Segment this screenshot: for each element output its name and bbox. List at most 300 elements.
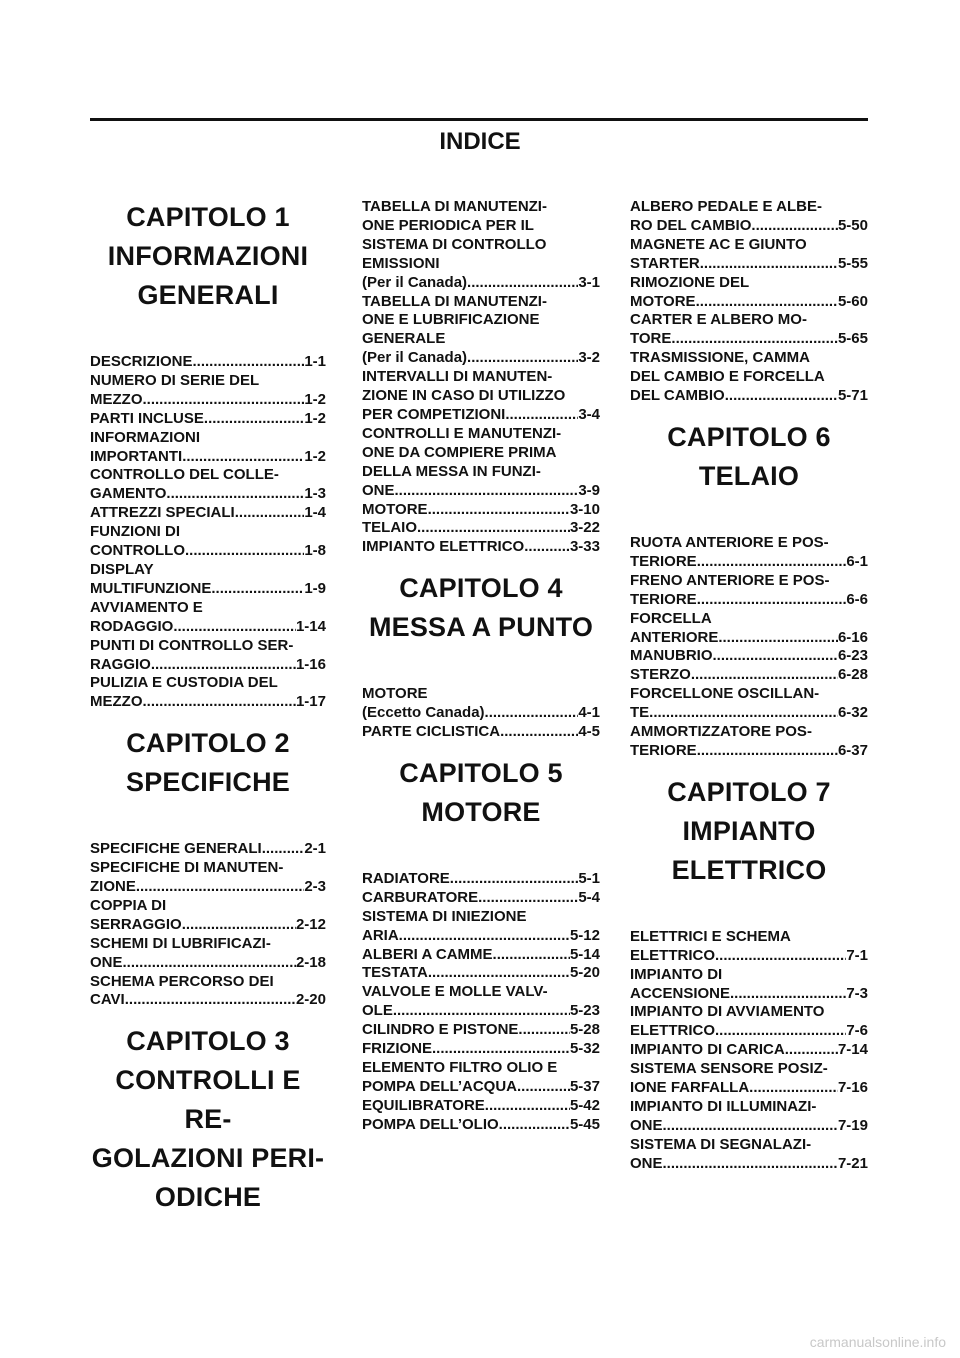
dot-leader — [730, 985, 846, 1004]
dot-leader — [715, 1022, 846, 1041]
toc-entry-text: ANTERIORE — [630, 628, 719, 646]
toc-entry[interactable] — [362, 908, 600, 946]
toc-entry-text: STARTER — [630, 254, 700, 272]
dot-leader — [125, 991, 296, 1010]
toc-entry-text: MOTORE — [630, 292, 696, 310]
toc-entry-text: TORE — [630, 330, 672, 348]
chapter-heading — [90, 198, 326, 315]
dot-leader — [663, 1155, 838, 1174]
toc-entry[interactable] — [90, 973, 326, 1011]
toc-page-number: 1-2 — [304, 390, 326, 408]
toc-entry-text: RADIATORE — [362, 869, 450, 887]
dot-leader — [235, 504, 305, 523]
toc-entry[interactable] — [362, 425, 600, 501]
toc-entry[interactable] — [630, 610, 868, 648]
footer-watermark: carmanualsonline.info — [809, 1334, 946, 1350]
toc-page-number: 5-42 — [569, 1096, 600, 1114]
toc-entry-last-line — [630, 591, 868, 610]
dot-leader — [663, 1117, 838, 1136]
toc-entry[interactable] — [362, 889, 600, 908]
toc-page-number: 7-21 — [837, 1154, 868, 1172]
toc-entry-text: ONE DA COMPIERE PRIMA — [362, 443, 557, 461]
toc-entry-text: ARIA — [362, 926, 399, 944]
toc-entry-last-line — [90, 840, 326, 859]
toc-page-number: 1-8 — [304, 542, 326, 560]
dot-leader — [517, 1078, 570, 1097]
dot-leader — [393, 1002, 570, 1021]
dot-leader — [428, 964, 570, 983]
toc-entry-text: RO DEL CAMBIO — [630, 216, 752, 234]
toc-entry-text: GAMENTO — [90, 485, 167, 503]
dot-leader — [649, 704, 838, 723]
toc-page-number: 3-10 — [569, 500, 600, 518]
toc-entry-text: ONE — [630, 1116, 663, 1134]
chapter-heading-line: CAPITOLO 5 — [399, 757, 563, 788]
toc-page-number: 5-12 — [569, 926, 600, 944]
toc-entry-last-line — [630, 704, 868, 723]
toc-entry-last-line — [362, 723, 600, 742]
toc-entry-last-line — [90, 656, 326, 675]
toc-entry[interactable] — [362, 368, 600, 425]
chapter-heading-line: ELETTRICO — [671, 854, 827, 885]
toc-entry[interactable] — [90, 935, 326, 973]
toc-entry-last-line — [630, 255, 868, 274]
toc-entry[interactable] — [362, 946, 600, 965]
toc-entry[interactable] — [630, 274, 868, 312]
toc-page-number: 4-1 — [578, 704, 600, 722]
toc-entry-text: ONE — [362, 481, 395, 499]
toc-entry-text: FORCELLONE OSCILLAN- — [630, 685, 820, 703]
chapter-heading-line: IMPIANTO — [682, 815, 816, 846]
toc-page-number: 5-65 — [837, 330, 868, 348]
dot-leader — [173, 618, 296, 637]
toc-entry-text: CONTROLLO — [90, 542, 185, 560]
toc-page-number: 3-1 — [578, 273, 600, 291]
dot-leader — [399, 927, 570, 946]
toc-entry-text: EMISSIONI — [362, 254, 440, 272]
toc-entry-text: TERIORE — [630, 590, 697, 608]
toc-entry-text: IMPIANTO DI ILLUMINAZI- — [630, 1098, 817, 1115]
dot-leader — [749, 1079, 838, 1098]
toc-entry[interactable] — [630, 928, 868, 966]
toc-entry-last-line — [362, 1078, 600, 1097]
toc-page-number: 3-22 — [569, 519, 600, 537]
toc-page-number: 5-60 — [837, 292, 868, 310]
toc-entry-text: IMPORTANTI — [90, 447, 183, 465]
toc-page-number: 5-55 — [837, 254, 868, 272]
chapter-heading-line: INFORMAZIONI — [107, 241, 309, 271]
toc-entry-text: ELEMENTO FILTRO OLIO E — [362, 1059, 558, 1076]
toc-entry[interactable] — [630, 966, 868, 1004]
toc-entry-text: CONTROLLO DEL COLLE- — [90, 466, 279, 484]
dot-leader — [691, 666, 838, 685]
dot-leader — [166, 485, 304, 504]
toc-entry-last-line — [362, 1116, 600, 1135]
toc-entry-text: TE — [630, 704, 650, 722]
page-title: INDICE — [439, 128, 521, 155]
toc-entry[interactable] — [90, 897, 326, 935]
chapter-heading-line: CAPITOLO 1 — [126, 202, 290, 232]
toc-entry-last-line — [630, 1022, 868, 1041]
dot-leader — [697, 553, 847, 572]
toc-entry-last-line — [630, 553, 868, 572]
dot-leader — [718, 629, 838, 648]
toc-entry-last-line — [90, 542, 326, 561]
toc-entry[interactable] — [630, 666, 868, 685]
toc-entry-text: PARTI INCLUSE — [90, 409, 204, 427]
toc-entry-last-line — [630, 1041, 868, 1060]
toc-entry-text: TELAIO — [362, 519, 417, 537]
toc-entry[interactable] — [90, 599, 326, 637]
toc-entry-text: ELETTRICO — [630, 1022, 715, 1040]
toc-entry-last-line — [90, 618, 326, 637]
toc-entry-last-line — [90, 693, 326, 712]
chapter-heading — [630, 773, 868, 890]
toc-entry-text: IMPIANTO ELETTRICO — [362, 538, 525, 556]
toc-entry[interactable] — [90, 429, 326, 467]
toc-page-number: 1-2 — [304, 447, 326, 465]
dot-leader — [518, 1021, 570, 1040]
dot-leader — [204, 410, 304, 429]
toc-page-number: 5-23 — [569, 1002, 600, 1020]
toc-entry-text: DELLA MESSA IN FUNZI- — [362, 462, 541, 480]
toc-entry-text: SCHEMI DI LUBRIFICAZI- — [90, 934, 271, 952]
toc-page-number: 2-12 — [295, 915, 326, 933]
toc-page-number: 6-16 — [837, 628, 868, 646]
toc-entry[interactable] — [362, 293, 600, 369]
chapter-heading — [362, 569, 600, 647]
toc-entry-last-line — [362, 946, 600, 965]
toc-entry[interactable] — [362, 870, 600, 889]
toc-entry[interactable] — [90, 523, 326, 561]
toc-page-number: 6-1 — [846, 552, 868, 570]
toc-entry-text: DEL CAMBIO E FORCELLA — [630, 368, 825, 386]
toc-entry-text: ALBERI A CAMME — [362, 945, 493, 963]
toc-entry[interactable] — [362, 198, 600, 293]
toc-entry[interactable] — [362, 538, 600, 557]
dot-leader — [193, 353, 305, 372]
toc-entry-text: VALVOLE E MOLLE VALV- — [362, 983, 548, 1001]
toc-entry-text: IMPIANTO DI AVVIAMENTO — [630, 1003, 825, 1021]
toc-entry-last-line — [90, 391, 326, 410]
dot-leader — [493, 946, 570, 965]
toc-entry-text: SISTEMA DI SEGNALAZI- — [630, 1135, 812, 1153]
toc-entry-text: SISTEMA SENSORE POSIZ- — [630, 1060, 828, 1078]
toc-entry-text: INFORMAZIONI — [90, 428, 200, 446]
toc-page-number: 2-20 — [295, 991, 326, 1009]
toc-entry-text: INTERVALLI DI MANUTEN- — [362, 368, 553, 386]
toc-entry-last-line — [630, 629, 868, 648]
chapter-heading — [90, 724, 326, 802]
toc-page-number: 5-37 — [569, 1077, 600, 1095]
toc-entry[interactable] — [630, 534, 868, 572]
toc-entry-last-line — [630, 985, 868, 1004]
dot-leader — [123, 954, 296, 973]
toc-page-number: 1-9 — [304, 579, 326, 597]
dot-leader — [697, 742, 838, 761]
toc-entry-text: FUNZIONI DI — [90, 523, 180, 541]
toc-entry-text: ELETTRICO — [630, 946, 715, 964]
column-1 — [90, 198, 326, 1255]
toc-page-number: 6-28 — [837, 666, 868, 684]
toc-entry-last-line — [630, 742, 868, 761]
toc-entry-text: SCHEMA PERCORSO DEI — [90, 972, 274, 990]
toc-entry[interactable] — [630, 723, 868, 761]
toc-entry[interactable] — [362, 1040, 600, 1059]
toc-entry-last-line — [362, 482, 600, 501]
toc-entry-last-line — [630, 330, 868, 349]
toc-entry-text: TERIORE — [630, 552, 697, 570]
toc-page-number: 1-3 — [304, 485, 326, 503]
toc-page-number: 6-37 — [837, 741, 868, 759]
toc-page-number: 2-1 — [304, 840, 326, 858]
dot-leader — [671, 330, 838, 349]
dot-leader — [143, 693, 296, 712]
toc-entry-text: PULIZIA E CUSTODIA DEL — [90, 674, 278, 692]
toc-page-number: 7-16 — [837, 1079, 868, 1097]
toc-page-number: 5-20 — [569, 964, 600, 982]
toc-page-number: 2-3 — [304, 878, 326, 896]
toc-entry[interactable] — [90, 637, 326, 675]
toc-entry-last-line — [362, 1097, 600, 1116]
chapter-heading-line: CONTROLLI E RE- — [115, 1065, 301, 1135]
toc-page-number: 6-6 — [846, 590, 868, 608]
toc-entry-text: POMPA DELL’ACQUA — [362, 1077, 518, 1095]
dot-leader — [417, 519, 570, 538]
column-2 — [362, 198, 600, 1135]
toc-entry-last-line — [362, 349, 600, 368]
toc-entry-last-line — [362, 1002, 600, 1021]
toc-page-number: 1-4 — [304, 504, 326, 522]
dot-leader — [485, 704, 579, 723]
toc-entry-text: ACCENSIONE — [630, 984, 731, 1002]
dot-leader — [725, 387, 838, 406]
toc-entry-last-line — [362, 519, 600, 538]
chapter-heading — [630, 418, 868, 496]
toc-entry[interactable] — [90, 561, 326, 599]
toc-entry[interactable] — [630, 647, 868, 666]
toc-entry-text: SISTEMA DI CONTROLLO — [362, 235, 547, 253]
toc-page-number: 5-32 — [569, 1040, 600, 1058]
toc-entry-last-line — [90, 991, 326, 1010]
toc-entry-last-line — [362, 870, 600, 889]
column-3 — [630, 198, 868, 1174]
toc-entry-text: (Eccetto Canada) — [362, 704, 485, 722]
toc-page-number: 5-14 — [569, 945, 600, 963]
toc-entry-last-line — [362, 406, 600, 425]
toc-entry-text: RODAGGIO — [90, 617, 174, 635]
toc-entry[interactable] — [90, 674, 326, 712]
toc-entry-last-line — [362, 538, 600, 557]
dot-leader — [182, 448, 304, 467]
toc-page-number: 5-1 — [578, 869, 600, 887]
toc-entry[interactable] — [362, 964, 600, 983]
toc-entry[interactable] — [630, 1003, 868, 1041]
toc-entry[interactable] — [362, 1021, 600, 1040]
toc-page-number: 3-4 — [578, 405, 600, 423]
toc-entry[interactable] — [90, 353, 326, 372]
toc-entry[interactable] — [630, 236, 868, 274]
toc-entry-text: FRIZIONE — [362, 1040, 432, 1058]
toc-entry-text: MANUBRIO — [630, 647, 713, 665]
toc-entry-text: (Per il Canada) — [362, 349, 468, 367]
toc-entry-last-line — [630, 1079, 868, 1098]
toc-page-number: 5-28 — [569, 1021, 600, 1039]
chapter-heading — [90, 1022, 326, 1217]
dot-leader — [713, 647, 838, 666]
toc-entry[interactable] — [362, 983, 600, 1021]
toc-entry-last-line — [630, 293, 868, 312]
toc-entry[interactable] — [630, 1098, 868, 1136]
toc-page-number: 3-2 — [578, 349, 600, 367]
toc-entry-last-line — [362, 501, 600, 520]
toc-entry-text: CILINDRO E PISTONE — [362, 1021, 519, 1039]
toc-entry-last-line — [630, 1117, 868, 1136]
toc-entry[interactable] — [630, 349, 868, 406]
toc-page-number: 1-2 — [304, 409, 326, 427]
toc-entry-last-line — [90, 353, 326, 372]
chapter-heading-line: SPECIFICHE — [125, 767, 291, 798]
toc-entry[interactable] — [90, 410, 326, 429]
toc-entry-text: ZIONE — [90, 878, 136, 896]
toc-page-number: 5-71 — [837, 387, 868, 405]
toc-entry-text: STERZO — [630, 666, 691, 684]
toc-entry[interactable] — [630, 1136, 868, 1174]
toc-entry[interactable] — [362, 1116, 600, 1135]
toc-entry-last-line — [630, 647, 868, 666]
toc-entry[interactable] — [90, 372, 326, 410]
chapter-heading-line: CAPITOLO 2 — [126, 728, 290, 759]
toc-entry-text: IMPIANTO DI CARICA — [630, 1041, 785, 1059]
toc-entry-text: RUOTA ANTERIORE E POS- — [630, 533, 829, 551]
toc-entry-last-line — [90, 878, 326, 897]
toc-page-number: 7-19 — [837, 1116, 868, 1134]
toc-entry-text: SPECIFICHE GENERALI — [90, 840, 262, 858]
dot-leader — [262, 840, 305, 859]
toc-entry-text: MEZZO — [90, 693, 143, 711]
chapter-heading-line: ODICHE — [154, 1182, 262, 1213]
toc-entry[interactable] — [630, 572, 868, 610]
toc-entry-text: ELETTRICI E SCHEMA — [630, 927, 791, 945]
toc-entry-text: ATTREZZI SPECIALI — [90, 504, 235, 522]
toc-entry[interactable] — [90, 840, 326, 859]
toc-page-number: 5-50 — [837, 216, 868, 234]
toc-entry[interactable] — [90, 504, 326, 523]
dot-leader — [785, 1041, 838, 1060]
toc-entry-text: DISPLAY — [90, 560, 154, 578]
dot-leader — [450, 870, 579, 889]
toc-entry-text: NUMERO DI SERIE DEL — [90, 371, 260, 389]
toc-entry-text: CARBURATORE — [362, 888, 479, 906]
toc-entry-last-line — [362, 274, 600, 293]
dot-leader — [143, 391, 305, 410]
dot-leader — [428, 501, 570, 520]
toc-entry-text: MOTORE — [362, 685, 428, 703]
dot-leader — [524, 538, 570, 557]
toc-page-number: 6-23 — [837, 647, 868, 665]
toc-entry[interactable] — [362, 519, 600, 538]
toc-entry-text: ONE PERIODICA PER IL — [362, 216, 534, 234]
chapter-heading-line: CAPITOLO 7 — [667, 776, 831, 807]
dot-leader — [395, 482, 579, 501]
chapter-heading-line: GENERALI — [137, 280, 279, 310]
toc-entry-text: FORCELLA — [630, 609, 712, 627]
toc-entry[interactable] — [630, 1041, 868, 1060]
toc-entry-text: TRASMISSIONE, CAMMA — [630, 349, 810, 367]
toc-entry-last-line — [90, 485, 326, 504]
toc-entry-text: ONE — [90, 953, 123, 971]
toc-entry[interactable] — [630, 198, 868, 236]
toc-entry-text: MULTIFUNZIONE — [90, 579, 212, 597]
toc-entry-text: AMMORTIZZATORE POS- — [630, 723, 812, 741]
toc-entry[interactable] — [362, 1059, 600, 1097]
toc-page-number: 7-1 — [846, 946, 868, 964]
toc-entry-text: IONE FARFALLA — [630, 1079, 750, 1097]
chapter-heading-line: TELAIO — [698, 460, 800, 491]
toc-page-number: 3-33 — [569, 538, 600, 556]
toc-entry-text: TESTATA — [362, 964, 428, 982]
toc-entry-text: DESCRIZIONE — [90, 353, 193, 370]
chapter-heading-line: MESSA A PUNTO — [368, 612, 594, 643]
toc-page-number: 5-45 — [569, 1115, 600, 1133]
toc-entry[interactable] — [362, 501, 600, 520]
dot-leader — [505, 406, 578, 425]
toc-page-number: 7-14 — [837, 1041, 868, 1059]
toc-entry[interactable] — [362, 723, 600, 742]
toc-entry-last-line — [90, 954, 326, 973]
toc-entry-last-line — [362, 927, 600, 946]
chapter-heading — [362, 754, 600, 832]
toc-entry-text: OLE — [362, 1002, 393, 1020]
toc-page-number: 7-6 — [846, 1022, 868, 1040]
toc-entry-text: POMPA DELL’OLIO — [362, 1115, 499, 1133]
dot-leader — [182, 916, 296, 935]
toc-page-number: 4-5 — [578, 723, 600, 741]
chapter-heading-line: CAPITOLO 4 — [399, 573, 563, 604]
toc-entry-text: SPECIFICHE DI MANUTEN- — [90, 859, 284, 877]
toc-entry-text: AVVIAMENTO E — [90, 598, 203, 616]
toc-page-number: 1-14 — [295, 617, 326, 635]
toc-page-number: 1-1 — [304, 353, 326, 370]
toc-entry[interactable] — [362, 1097, 600, 1116]
chapter-heading-line: CAPITOLO 3 — [126, 1026, 290, 1057]
dot-leader — [211, 580, 304, 599]
toc-entry-last-line — [90, 504, 326, 523]
toc-entry-text: TABELLA DI MANUTENZI- — [362, 292, 547, 310]
chapter-heading-line: CAPITOLO 6 — [667, 421, 831, 452]
dot-leader — [136, 878, 304, 897]
toc-entry-text: FRENO ANTERIORE E POS- — [630, 571, 830, 589]
toc-entry[interactable] — [630, 685, 868, 723]
toc-entry[interactable] — [90, 859, 326, 897]
toc-entry-text: ALBERO PEDALE E ALBE- — [630, 198, 822, 215]
dot-leader — [151, 656, 296, 675]
toc-entry-text: MEZZO — [90, 390, 143, 408]
toc-entry[interactable] — [630, 311, 868, 349]
toc-entry-last-line — [362, 889, 600, 908]
toc-entry-text: SISTEMA DI INIEZIONE — [362, 907, 527, 925]
toc-entry-last-line — [630, 217, 868, 236]
toc-page-number: 1-17 — [295, 693, 326, 711]
dot-leader — [715, 947, 846, 966]
toc-entry-last-line — [90, 448, 326, 467]
toc-entry[interactable] — [630, 1060, 868, 1098]
toc-entry-last-line — [362, 1040, 600, 1059]
toc-entry-text: CARTER E ALBERO MO- — [630, 311, 807, 329]
toc-entry[interactable] — [362, 685, 600, 723]
toc-entry[interactable] — [90, 466, 326, 504]
chapter-heading-line: MOTORE — [421, 796, 541, 827]
